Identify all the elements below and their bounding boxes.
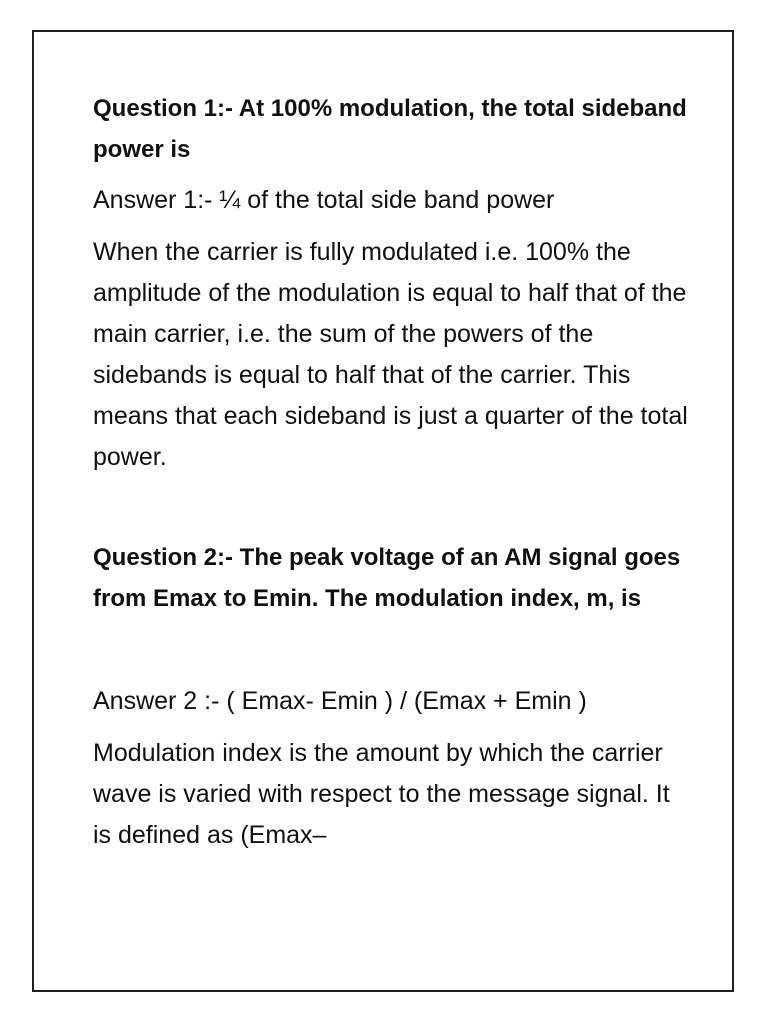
question-2-text: Question 2:- The peak voltage of an AM signal goes from Emax to Emin. The modulation index, m, is: [93, 544, 681, 612]
answer-1-text: Answer 1:- ¼ of the total side band power: [93, 186, 555, 214]
explanation-2-text: Modulation index is the amount by which the carrier wave is varied with respect to the message signal. It is defined as (Emax–: [93, 739, 670, 849]
answer-2-text: Answer 2 :- ( Emax- Emin ) / (Emax + Emin ): [93, 687, 587, 715]
document-body: [93, 88, 693, 856]
question-1-text: Question 1:- At 100% modulation, the total sideband power is: [93, 95, 687, 163]
explanation-1-text: When the carrier is fully modulated i.e. 100% the amplitude of the modulation is equal to half that of the main carrier, i.e. the sum of the powers of the sidebands is equal to half that of the carrier. This means that each sideband is just a quarter of the total power.: [93, 238, 688, 471]
